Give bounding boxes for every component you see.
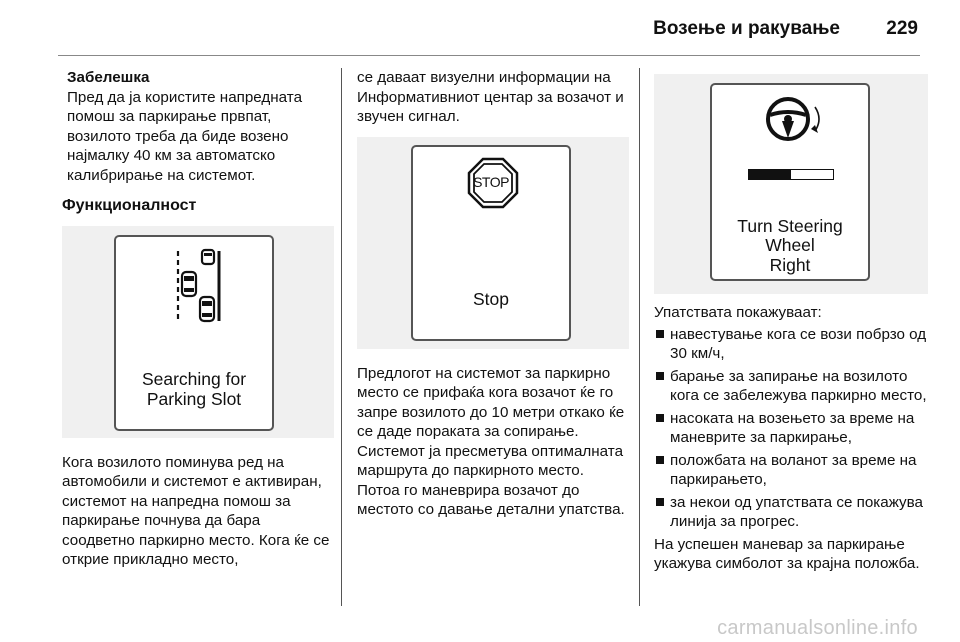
list-item: барање за запирање на возилото кога се забележува паркирно место, bbox=[654, 367, 928, 406]
instruction-list bbox=[654, 325, 928, 532]
list-item: навестување кога се вози побрзо од 30 км/ч, bbox=[654, 325, 928, 364]
screen-label: Stop bbox=[473, 288, 509, 309]
display-screen bbox=[710, 83, 870, 281]
section-heading: Функционалност bbox=[62, 197, 197, 214]
column-divider-1 bbox=[341, 68, 342, 606]
list-item: насоката на возењето за време на маневрите за паркирање, bbox=[654, 409, 928, 448]
display-screen bbox=[114, 235, 274, 431]
screen-line-2: Wheel bbox=[765, 235, 815, 255]
list-item: за некои од упатствата се покажува линија за прогрес. bbox=[654, 493, 928, 532]
figure-turn-steering-wheel bbox=[654, 74, 928, 294]
body-text: Кога возилото поминува ред на автомобили и системот е активиран, системот на напредна помош за паркирање почнува да бара соодветно паркирно место. Кога ќе се открие прикладно место, bbox=[62, 453, 330, 568]
page-number: 229 bbox=[886, 18, 918, 39]
screen-line-1: Turn Steering bbox=[737, 216, 843, 236]
closing-text: На успешен маневар за паркирање укажува симболот за крајна положба. bbox=[654, 535, 920, 572]
column-3 bbox=[654, 68, 928, 574]
intro-text: се даваат визуелни информации на Информативниот центар за возачот и звучен сигнал. bbox=[357, 69, 624, 125]
bullet-square-icon bbox=[656, 330, 664, 338]
bullet-square-icon bbox=[656, 372, 664, 380]
figure-stop bbox=[357, 137, 629, 349]
list-intro: Упатствата покажуваат: bbox=[654, 304, 822, 321]
stop-sign-text: STOP bbox=[473, 173, 509, 190]
screen-line-1: Searching for bbox=[141, 368, 247, 389]
screen-line-2: Parking Slot bbox=[146, 388, 242, 409]
steering-wheel-icon bbox=[712, 85, 872, 155]
note-text: Пред да ја користите напредната помош за паркирање првпат, возилото треба да биде возено најмалку 40 км за автоматско калибрирање на системот. bbox=[67, 88, 303, 184]
bullet-square-icon bbox=[656, 456, 664, 464]
list-item: положбата на воланот за време на паркирањето, bbox=[654, 451, 928, 490]
bullet-square-icon bbox=[656, 498, 664, 506]
display-screen bbox=[411, 145, 571, 341]
column-1 bbox=[62, 68, 334, 570]
progress-fill bbox=[749, 170, 791, 179]
figure-searching-parking-slot bbox=[62, 226, 334, 438]
header-divider bbox=[58, 55, 920, 56]
bullet-square-icon bbox=[656, 414, 664, 422]
header-title: Возење и ракување bbox=[653, 18, 840, 39]
column-divider-2 bbox=[639, 68, 640, 606]
stop-sign-icon bbox=[413, 147, 573, 247]
watermark: carmanualsonline.info bbox=[717, 617, 918, 639]
note-label: Забелешка bbox=[67, 69, 150, 86]
body-text: Предлогот на системот за паркирно место се прифаќа кога возачот ќе го запре возилото до 10 метри откако ќе се даде пораката за сопирање. Системот ја пресметува оптималната маршрута до паркирното место. Потоа го маневрира возачот до местото со давање детални упатства. bbox=[357, 364, 625, 518]
parking-search-icon bbox=[116, 237, 276, 347]
screen-line-3: Right bbox=[769, 255, 811, 275]
progress-bar bbox=[748, 169, 834, 180]
column-2 bbox=[357, 68, 629, 520]
